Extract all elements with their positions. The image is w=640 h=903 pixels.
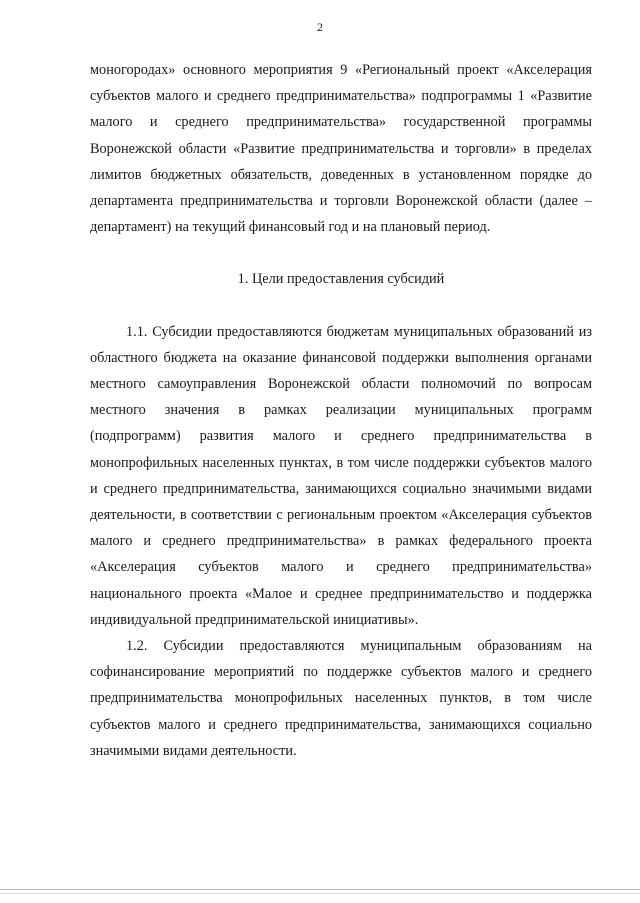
scan-edge-line bbox=[0, 893, 640, 894]
clause-1-1-paragraph: 1.1. Субсидии предоставляются бюджетам муниципальных образований из областного бюджета на оказание финансовой поддержки выполнения органами местного самоуправления Воронежской области полномочий по вопросам местного значения в рамках реализации муниципальных программ (подпрограмм) развития малого и среднего предпринимательства в монопрофильных населенных пунктах, в том числе поддержки субъектов малого и среднего предпринимательства, занимающихся социально значимыми видами деятельности, в соответствии с региональным проектом «Акселерация субъектов малого и среднего предпринимательства» в рамках федерального проекта «Акселерация субъектов малого и среднего предпринимательства» национального проекта «Малое и среднее предпринимательство и поддержка индивидуальной предпринимательской инициативы». bbox=[90, 323, 592, 628]
document-body bbox=[90, 57, 592, 764]
spacer bbox=[90, 240, 592, 266]
intro-paragraph: моногородах» основного мероприятия 9 «Региональный проект «Акселерация субъектов малого и среднего предпринимательства» подпрограммы 1 «Развитие малого и среднего предпринимательства» государственной программы Воронежской области «Развитие предпринимательства и торговли» в пределах лимитов бюджетных обязательств, доведенных в установленном порядке до департамента предпринимательства и торговли Воронежской области (далее – департамент) на текущий финансовый год и на плановый период. bbox=[90, 62, 592, 236]
scan-edge-line bbox=[0, 889, 640, 890]
page-number: 2 bbox=[317, 20, 323, 34]
section-heading: 1. Цели предоставления субсидий bbox=[237, 271, 445, 288]
clause-1-2-paragraph: 1.2. Субсидии предоставляются муниципальным образованиям на софинансирование мероприятий по поддержке субъектов малого и среднего предпринимательства монопрофильных населенных пунктов, в том числе субъектов малого и среднего предпринимательства, занимающихся социально значимыми видами деятельности. bbox=[90, 638, 592, 759]
spacer bbox=[90, 293, 592, 319]
